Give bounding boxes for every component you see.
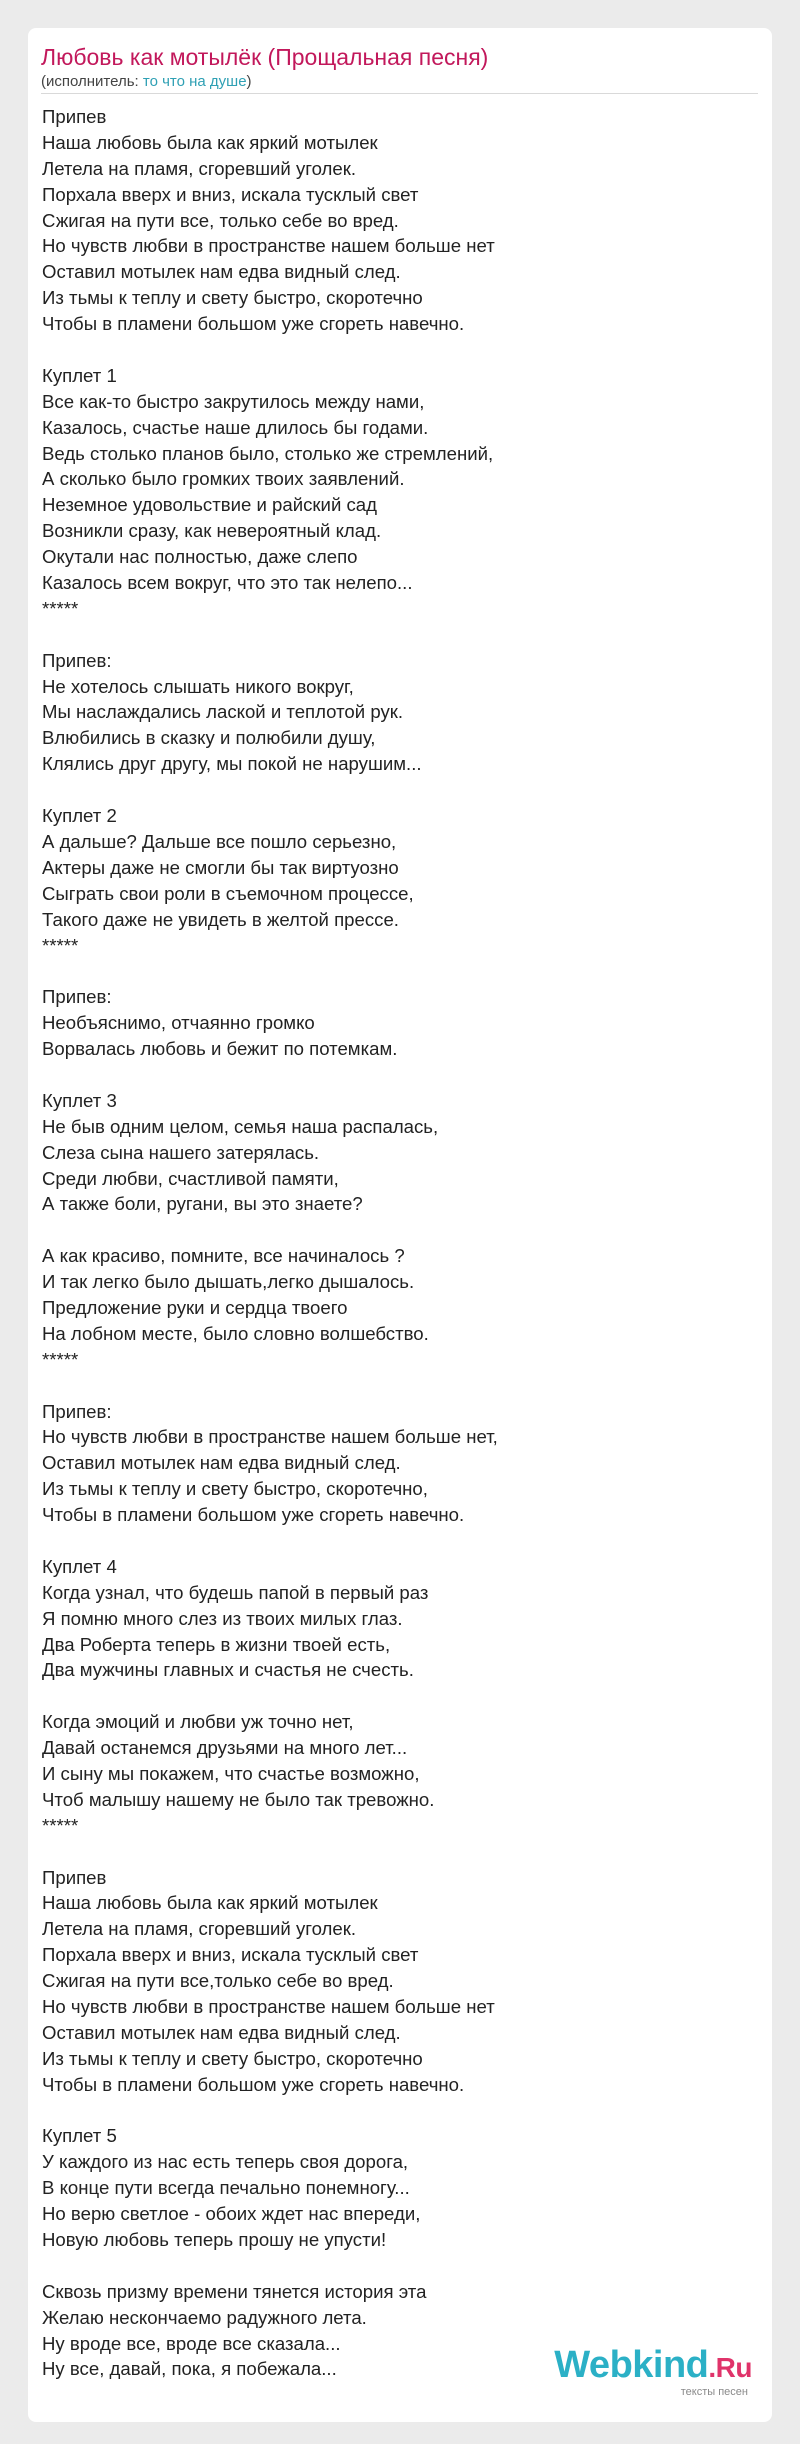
artist-link[interactable]: то что на душе: [142, 73, 247, 90]
lyric-line: Но чувств любви в пространстве нашем больше нет: [42, 1996, 495, 2018]
lyric-line: Когда эмоций и любви уж точно нет,: [42, 1711, 354, 1733]
lyric-line: Но чувств любви в пространстве нашем больше нет: [42, 235, 495, 257]
lyric-line: Куплет 1: [42, 364, 117, 386]
title-divider: [41, 93, 758, 94]
lyric-line: Из тьмы к теплу и свету быстро, скоротечно: [42, 2047, 423, 2069]
lyric-line: Оставил мотылек нам едва видный след.: [42, 2021, 401, 2043]
lyric-line: [42, 958, 762, 984]
lyric-line: [42, 1217, 762, 1243]
lyric-line: Куплет 3: [42, 1089, 117, 1111]
lyric-line: Куплет 2: [42, 805, 117, 827]
lyric-line: Порхала вверх и вниз, искала тусклый свет: [42, 1944, 419, 1966]
lyric-line: Чтобы в пламени большом уже сгореть навечно.: [42, 2073, 465, 2095]
song-title: Любовь как мотылёк (Прощальная песня): [41, 44, 489, 70]
lyric-line: [42, 1528, 762, 1554]
lyric-line: *****: [42, 1348, 79, 1370]
lyric-line: Чтоб малышу нашему не было так тревожно.: [42, 1788, 435, 1810]
lyric-line: У каждого из нас есть теперь своя дорога,: [42, 2151, 409, 2173]
lyric-line: Новую любовь теперь прошу не упусти!: [42, 2229, 387, 2251]
lyric-line: Припев:: [42, 986, 112, 1008]
lyric-line: Когда узнал, что будешь папой в первый раз: [42, 1581, 429, 1603]
lyric-line: И сыну мы покажем, что счастье возможно,: [42, 1763, 420, 1784]
lyric-line: Ну вроде все, вроде все сказала...: [42, 2332, 341, 2354]
lyric-line: А также боли, ругани, вы это знаете?: [42, 1193, 363, 1215]
lyric-line: Сжигая на пути все,только себе во вред.: [42, 1970, 394, 1992]
lyrics-text: [42, 104, 762, 2382]
lyric-line: Неземное удовольствие и райский сад: [42, 494, 377, 516]
logo-brand: Webkind: [554, 2344, 709, 2386]
lyric-line: Летела на пламя, сгоревший уголек.: [42, 1918, 357, 1940]
lyric-line: Ворвалась любовь и бежит по потемкам.: [42, 1038, 398, 1060]
lyric-line: Оставил мотылек нам едва видный след.: [42, 1452, 401, 1474]
lyric-line: Среди любви, счастливой памяти,: [42, 1167, 339, 1189]
lyric-line: [42, 2253, 762, 2279]
lyric-line: В конце пути всегда печально понемногу...: [42, 2177, 410, 2199]
lyric-line: Два мужчины главных и счастья не счесть.: [42, 1659, 414, 1681]
lyric-line: Припев: [42, 106, 107, 127]
lyric-line: Из тьмы к теплу и свету быстро, скоротечно,: [42, 1478, 428, 1500]
lyric-line: *****: [42, 1814, 79, 1836]
lyric-line: Я помню много слез из твоих милых глаз.: [42, 1607, 403, 1629]
lyric-line: Предложение руки и сердца твоего: [42, 1296, 348, 1318]
lyric-line: Возникли сразу, как невероятный клад.: [42, 520, 382, 542]
lyric-line: Из тьмы к теплу и свету быстро, скоротечно: [42, 287, 423, 309]
lyric-line: [42, 1062, 762, 1088]
lyric-line: Казалось, счастье наше длилось бы годами.: [42, 416, 429, 438]
lyric-line: [42, 777, 762, 803]
lyric-line: Порхала вверх и вниз, искала тусклый свет: [42, 183, 419, 205]
artist-prefix: (исполнитель:: [41, 73, 143, 90]
lyric-line: Клялись друг другу, мы покой не нарушим...: [42, 753, 422, 775]
lyric-line: Летела на пламя, сгоревший уголек.: [42, 157, 357, 179]
lyrics-card: [28, 28, 772, 2422]
lyric-line: И так легко было дышать,легко дышалось.: [42, 1271, 415, 1293]
lyric-line: Такого даже не увидеть в желтой прессе.: [42, 908, 399, 930]
lyric-line: Мы наслаждались лаской и теплотой рук.: [42, 701, 404, 723]
lyric-line: Два Роберта теперь в жизни твоей есть,: [42, 1633, 391, 1655]
lyric-line: [42, 1839, 762, 1865]
lyric-line: Все как-то быстро закрутилось между нами,: [42, 390, 425, 412]
site-logo[interactable]: [554, 2345, 752, 2398]
lyric-line: Влюбились в сказку и полюбили душу,: [42, 727, 376, 749]
lyric-line: Казалось всем вокруг, что это так нелепо...: [42, 572, 413, 594]
lyric-line: На лобном месте, было словно волшебство.: [42, 1322, 429, 1344]
lyric-line: Ну все, давай, пока, я побежала...: [42, 2358, 337, 2380]
lyric-line: Сквозь призму времени тянется история эта: [42, 2280, 427, 2302]
lyric-line: А как красиво, помните, все начиналось ?: [42, 1245, 405, 1267]
lyric-line: Сжигая на пути все, только себе во вред.: [42, 209, 399, 231]
lyric-line: [42, 1373, 762, 1399]
lyric-line: Куплет 4: [42, 1555, 117, 1577]
lyric-line: Припев:: [42, 649, 112, 671]
logo-tld: .Ru: [708, 2352, 752, 2383]
lyric-line: Не быв одним целом, семья наша распалась,: [42, 1115, 439, 1137]
lyric-line: Наша любовь была как яркий мотылек: [42, 131, 378, 153]
lyric-line: Ведь столько планов было, столько же стремлений,: [42, 442, 494, 464]
lyric-line: Куплет 5: [42, 2125, 117, 2147]
lyric-line: Сыграть свои роли в съемочном процессе,: [42, 882, 414, 904]
lyric-line: [42, 2098, 762, 2124]
lyric-line: Чтобы в пламени большом уже сгореть навечно.: [42, 313, 465, 335]
lyric-line: Оставил мотылек нам едва видный след.: [42, 261, 401, 283]
lyric-line: *****: [42, 934, 79, 956]
logo-tagline: тексты песен: [680, 2386, 748, 2398]
lyric-line: [42, 337, 762, 363]
lyric-line: Но чувств любви в пространстве нашем больше нет,: [42, 1426, 498, 1448]
lyric-line: Припев:: [42, 1400, 112, 1422]
lyric-line: [42, 1683, 762, 1709]
lyric-line: [42, 622, 762, 648]
lyric-line: А дальше? Дальше все пошло серьезно,: [42, 830, 397, 852]
lyric-line: Давай останемся друзьями на много лет...: [42, 1737, 408, 1759]
lyric-line: Но верю светлое - обоих ждет нас впереди,: [42, 2203, 421, 2225]
lyric-line: А сколько было громких твоих заявлений.: [42, 468, 405, 490]
lyric-line: Актеры даже не смогли бы так виртуозно: [42, 856, 399, 878]
lyric-line: Не хотелось слышать никого вокруг,: [42, 675, 354, 697]
lyric-line: Припев: [42, 1866, 107, 1888]
lyric-line: Наша любовь была как яркий мотылек: [42, 1892, 378, 1914]
lyric-line: Желаю нескончаемо радужного лета.: [42, 2306, 367, 2328]
lyric-line: Окутали нас полностью, даже слепо: [42, 546, 358, 568]
lyric-line: Необъяснимо, отчаянно громко: [42, 1012, 315, 1034]
artist-line: [41, 71, 252, 93]
lyric-line: *****: [42, 597, 79, 619]
lyric-line: Чтобы в пламени большом уже сгореть навечно.: [42, 1504, 465, 1526]
artist-suffix: ): [246, 73, 252, 90]
lyric-line: Слеза сына нашего затерялась.: [42, 1141, 320, 1163]
